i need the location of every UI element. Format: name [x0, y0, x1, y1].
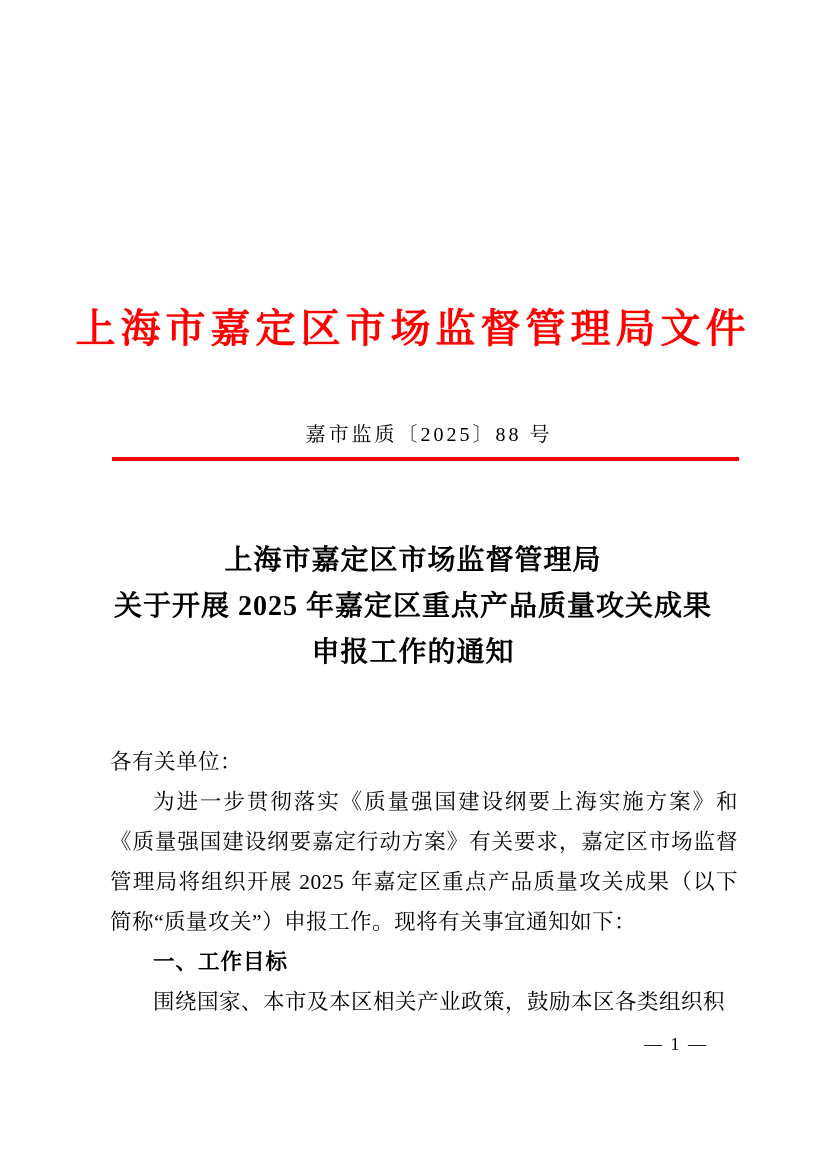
document-title-line-2: 关于开展 2025 年嘉定区重点产品质量攻关成果	[113, 591, 712, 622]
document-number: 嘉市监质〔2025〕88 号	[305, 424, 553, 446]
document-title-line-1: 上海市嘉定区市场监督管理局	[224, 545, 602, 576]
agency-banner-title: 上海市嘉定区市场监督管理局文件	[75, 306, 751, 351]
salutation: 各有关单位：	[110, 750, 243, 774]
intro-paragraph: 为进一步贯彻落实《质量强国建设纲要上海实施方案》和《质量强国建设纲要嘉定行动方案》有关要求，嘉定区市场监督管理局将组织开展 2025 年嘉定区重点产品质量攻关成果（以下简称“质量攻关”）申报工作。现将有关事宜通知如下：	[110, 790, 738, 934]
page-number: — 1 —	[644, 1034, 708, 1054]
red-divider-line	[112, 457, 739, 461]
document-title	[0, 538, 826, 676]
work-goal-paragraph: 围绕国家、本市及本区相关产业政策，鼓励本区各类组织积	[153, 990, 726, 1014]
document-title-line-3: 申报工作的通知	[311, 637, 515, 668]
document-body	[110, 742, 738, 1022]
section-heading-work-goal: 一、工作目标	[153, 950, 289, 974]
